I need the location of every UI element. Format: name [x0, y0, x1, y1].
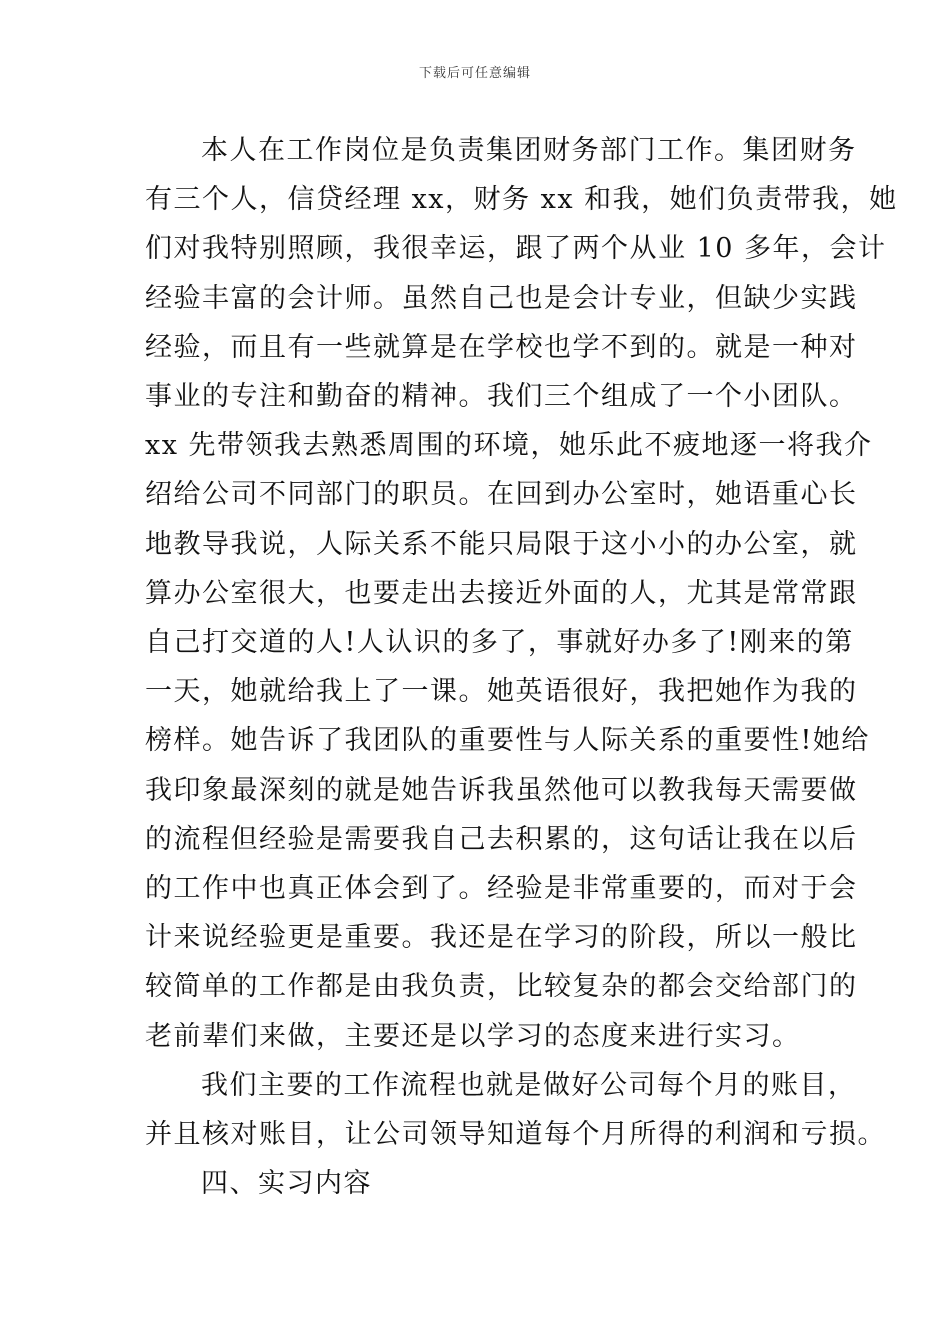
paragraph-2-line-2: 并且核对账目，让公司领导知道每个月所得的利润和亏损。 — [145, 1119, 886, 1151]
paragraph-1-line-19: 老前辈们来做，主要还是以学习的态度来进行实习。 — [145, 1020, 801, 1052]
paragraph-1-line-6: 事业的专注和勤奋的精神。我们三个组成了一个小团队。 — [145, 381, 858, 413]
paragraph-1-line-1: 本人在工作岗位是负责集团财务部门工作。集团财务 — [201, 135, 857, 166]
paragraph-1-line-18: 较简单的工作都是由我负责，比较复杂的都会交给部门的 — [145, 971, 858, 1003]
header-note: 下载后可任意编辑 — [418, 66, 531, 81]
paragraph-1-line-15: 的流程但经验是需要我自己去积累的，这句话让我在以后 — [145, 823, 858, 855]
paragraph-1-line-4: 经验丰富的会计师。虽然自己也是会计专业，但缺少实践 — [145, 282, 858, 314]
paragraph-1-line-5: 经验，而且有一些就算是在学校也学不到的。就是一种对 — [145, 331, 858, 363]
paragraph-1-line-11: 自己打交道的人!人认识的多了，事就好办多了!刚来的第 — [145, 627, 854, 659]
paragraph-1-line-8: 绍给公司不同部门的职员。在回到办公室时，她语重心长 — [145, 479, 858, 511]
paragraph-1-line-9: 地教导我说，人际关系不能只局限于这小小的办公室，就 — [145, 528, 858, 560]
paragraph-1-line-12: 一天，她就给我上了一课。她英语很好，我把她作为我的 — [145, 676, 858, 708]
document-body — [145, 126, 898, 1208]
paragraph-1-line-7: xx 先带领我去熟悉周围的环境，她乐此不疲地逐一将我介 — [145, 430, 873, 462]
paragraph-1-line-3: 们对我特别照顾，我很幸运，跟了两个从业 10 多年，会计 — [145, 233, 887, 265]
paragraph-1-line-14: 我印象最深刻的就是她告诉我虽然他可以教我每天需要做 — [145, 774, 858, 806]
paragraph-1-line-16: 的工作中也真正体会到了。经验是非常重要的，而对于会 — [145, 873, 858, 905]
paragraph-1-line-2: 有三个人，信贷经理 xx，财务 xx 和我，她们负责带我，她 — [145, 184, 898, 216]
section-heading: 四、实习内容 — [201, 1168, 372, 1200]
paragraph-2-line-1: 我们主要的工作流程也就是做好公司每个月的账目， — [201, 1069, 857, 1101]
paragraph-1-line-13: 榜样。她告诉了我团队的重要性与人际关系的重要性!她给 — [145, 725, 870, 757]
paragraph-1-line-10: 算办公室很大，也要走出去接近外面的人，尤其是常常跟 — [145, 577, 858, 609]
paragraph-1-line-17: 计来说经验更是重要。我还是在学习的阶段，所以一般比 — [145, 922, 858, 954]
